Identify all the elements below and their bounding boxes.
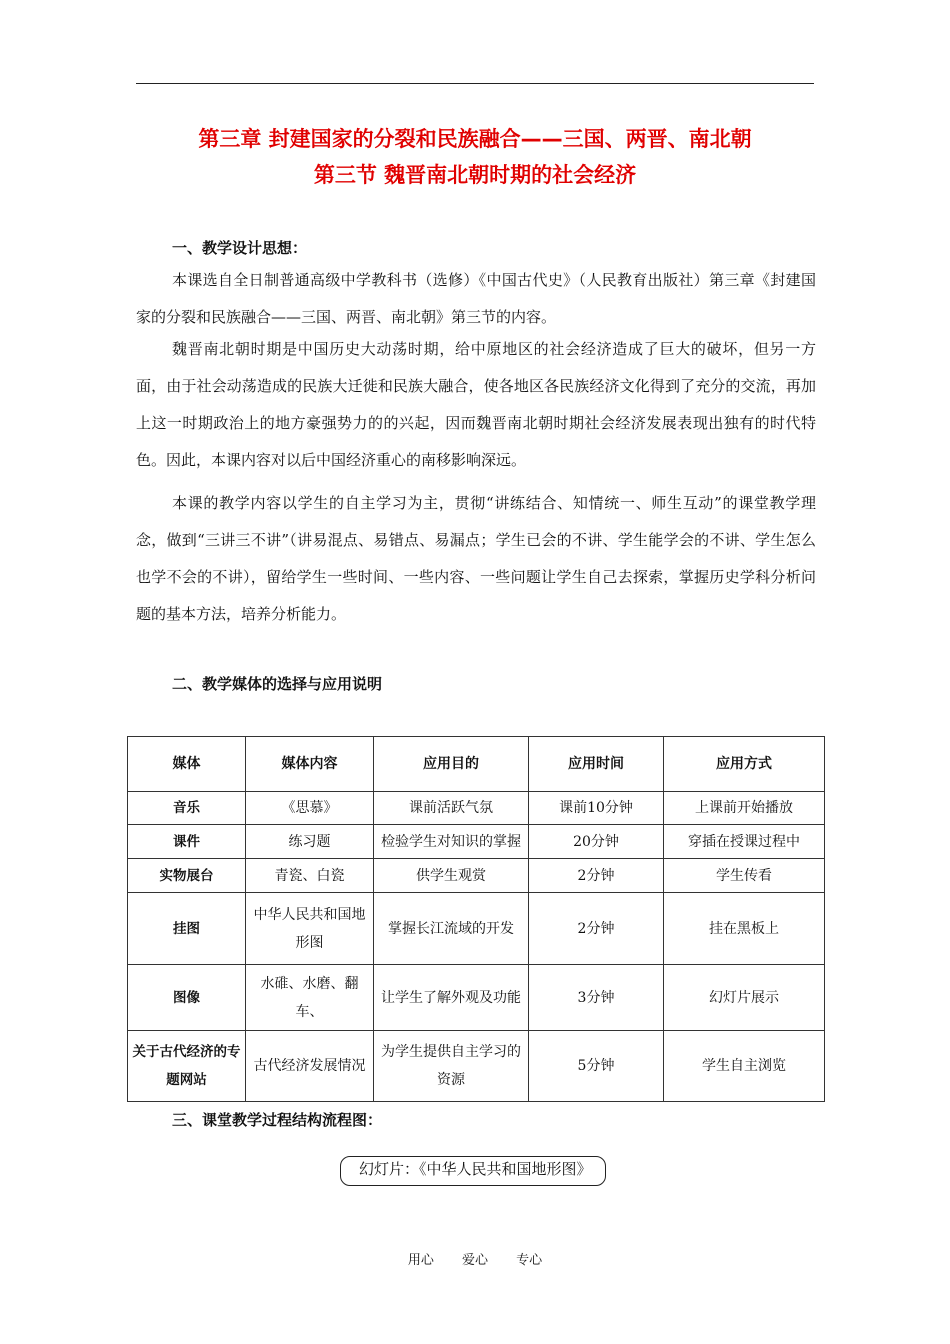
table-cell: 古代经济发展情况 <box>246 1031 374 1102</box>
paragraph-1: 本课选自全日制普通高级中学教科书（选修）《中国古代史》（人民教育出版社）第三章《封建国家的分裂和民族融合——三国、两晋、南北朝》第三节的内容。 <box>136 271 816 326</box>
table-cell: 图像 <box>128 965 246 1031</box>
section3-heading: 三、课堂教学过程结构流程图： <box>172 1111 383 1129</box>
table-header-row <box>128 737 825 792</box>
table-cell: 练习题 <box>246 825 374 859</box>
header-rule <box>136 83 814 84</box>
table-cell: 关于古代经济的专题网站 <box>128 1031 246 1102</box>
paragraph-2: 魏晋南北朝时期是中国历史大动荡时期，给中原地区的社会经济造成了巨大的破坏，但另一方面，由于社会动荡造成的民族大迁徙和民族大融合，使各地区各民族经济文化得到了充分的交流，再加上这一时期政治上的地方豪强势力的的兴起，因而魏晋南北朝时期社会经济发展表现出独有的时代特色。因此，本课内容对以后中国经济重心的南移影响深远。 <box>136 340 816 469</box>
table-cell: 幻灯片展示 <box>664 965 825 1031</box>
flowchart-box: 幻灯片：《中华人民共和国地形图》 <box>340 1156 606 1186</box>
table-cell: 中华人民共和国地形图 <box>246 893 374 965</box>
table-cell: 3分钟 <box>529 965 664 1031</box>
table-cell: 实物展台 <box>128 859 246 893</box>
table-cell: 为学生提供自主学习的资源 <box>374 1031 529 1102</box>
footer-word: 用心 <box>407 1253 434 1268</box>
table-row <box>128 792 825 825</box>
chapter-title: 第三章 封建国家的分裂和民族融合——三国、两晋、南北朝 <box>198 127 752 151</box>
section2-heading: 二、教学媒体的选择与应用说明 <box>172 675 383 693</box>
table-cell: 20分钟 <box>529 825 664 859</box>
table-cell: 2分钟 <box>529 859 664 893</box>
table-row <box>128 859 825 893</box>
table-cell: 音乐 <box>128 792 246 825</box>
table-cell: 《思慕》 <box>246 792 374 825</box>
paragraph-3: 本课的教学内容以学生的自主学习为主，贯彻“讲练结合、知情统一、师生互动”的课堂教学理念，做到“三讲三不讲”（讲易混点、易错点、易漏点；学生已会的不讲、学生能学会的不讲、学生怎么也学不会的不讲），留给学生一些时间、一些内容、一些问题让学生自己去探索，掌握历史学科分析问题的基本方法，培养分析能力。 <box>136 494 816 623</box>
table-header: 应用目的 <box>374 737 529 792</box>
table-cell: 挂在黑板上 <box>664 893 825 965</box>
table-row <box>128 825 825 859</box>
table-cell: 5分钟 <box>529 1031 664 1102</box>
table-header: 媒体 <box>128 737 246 792</box>
page-footer <box>0 1249 950 1268</box>
section1-heading: 一、教学设计思想： <box>172 239 308 257</box>
table-cell: 学生自主浏览 <box>664 1031 825 1102</box>
table-cell: 挂图 <box>128 893 246 965</box>
table-cell: 水碓、水磨、翻车、 <box>246 965 374 1031</box>
table-row <box>128 893 825 965</box>
table-cell: 掌握长江流域的开发 <box>374 893 529 965</box>
table-cell: 检验学生对知识的掌握 <box>374 825 529 859</box>
table-cell: 穿插在授课过程中 <box>664 825 825 859</box>
table-cell: 供学生观赏 <box>374 859 529 893</box>
table-cell: 课前10分钟 <box>529 792 664 825</box>
table-cell: 课件 <box>128 825 246 859</box>
table-header: 媒体内容 <box>246 737 374 792</box>
table-cell: 让学生了解外观及功能 <box>374 965 529 1031</box>
table-cell: 课前活跃气氛 <box>374 792 529 825</box>
table-cell: 上课前开始播放 <box>664 792 825 825</box>
section-title: 第三节 魏晋南北朝时期的社会经济 <box>313 163 637 187</box>
table-row <box>128 1031 825 1102</box>
footer-word: 爱心 <box>461 1253 488 1268</box>
table-cell: 2分钟 <box>529 893 664 965</box>
table-row <box>128 965 825 1031</box>
table-cell: 青瓷、白瓷 <box>246 859 374 893</box>
footer-word: 专心 <box>516 1253 543 1268</box>
table-header: 应用时间 <box>529 737 664 792</box>
table-header: 应用方式 <box>664 737 825 792</box>
media-table <box>127 736 825 1102</box>
table-cell: 学生传看 <box>664 859 825 893</box>
